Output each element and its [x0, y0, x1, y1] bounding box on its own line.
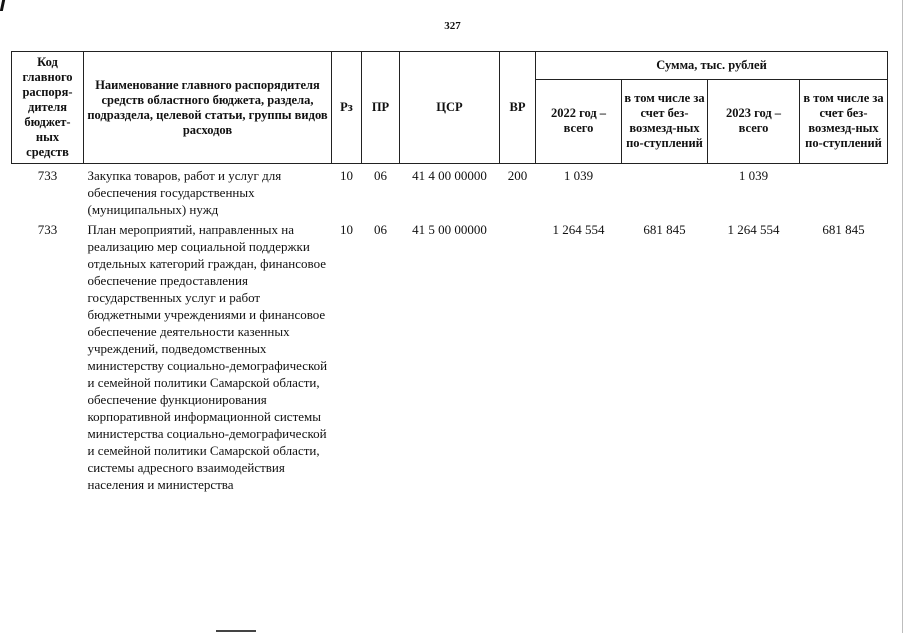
header-rz: Рз	[332, 52, 362, 164]
header-2022-free: в том числе за счет без-возмезд-ных по-ступлений	[622, 79, 708, 163]
scan-corner-mark	[0, 0, 5, 11]
cell-2022-total: 1 264 554	[552, 222, 605, 237]
budget-table	[11, 51, 888, 493]
header-name: Наименование главного распорядителя средств областного бюджета, раздела, подраздела, целевой статьи, группы видов расходов	[84, 52, 332, 164]
cell-code: 733	[37, 168, 58, 183]
cell-csr: 41 4 00 00000	[412, 168, 487, 183]
cell-2022-free: 681 845	[643, 222, 686, 237]
cell-rz: 10	[340, 222, 353, 237]
header-2023-free: в том числе за счет без-возмезд-ных по-ступлений	[800, 79, 888, 163]
header-csr: ЦСР	[400, 52, 500, 164]
cell-csr: 41 5 00 00000	[412, 222, 487, 237]
cell-2023-free	[800, 164, 888, 219]
cell-2022-free	[622, 164, 708, 219]
header-sum-group: Сумма, тыс. рублей	[536, 52, 888, 80]
cell-pr: 06	[374, 222, 387, 237]
header-row-top	[12, 52, 888, 80]
table-row	[12, 218, 888, 493]
header-pr: ПР	[362, 52, 400, 164]
scan-right-edge	[902, 0, 903, 633]
cell-2022-total: 1 039	[563, 168, 594, 183]
scan-bottom-mark	[216, 630, 256, 632]
cell-vr: 200	[507, 168, 528, 183]
cell-rz: 10	[340, 168, 353, 183]
table-body	[12, 164, 888, 494]
header-vr: ВР	[500, 52, 536, 164]
table-row	[12, 164, 888, 219]
cell-2023-free: 681 845	[822, 222, 865, 237]
table-header	[12, 52, 888, 164]
cell-pr: 06	[374, 168, 387, 183]
page-number: 327	[444, 20, 461, 32]
cell-vr	[500, 218, 536, 493]
cell-name: План мероприятий, направленных на реализацию мер социальной поддержки отдельных категорий граждан, финансовое обеспечение предоставления государственных услуг и работ бюджетными учреждениями и финансовое обеспечение деятельности казенных учреждений, подведомственных министерству социально-демографической и семейной политики Самарской области, обеспечение функционирования корпоративной информационной системы министерства социально-демографической и семейной политики Самарской области, системы адресного взаимодействия населения и министерства	[87, 222, 328, 492]
header-2022-total: 2022 год – всего	[536, 79, 622, 163]
cell-2023-total: 1 264 554	[727, 222, 780, 237]
cell-code: 733	[37, 222, 58, 237]
header-code: Код главного распоря-дителя бюджет-ных средств	[12, 52, 84, 164]
cell-name: Закупка товаров, работ и услуг для обеспечения государственных (муниципальных) нужд	[87, 168, 282, 217]
header-2023-total: 2023 год – всего	[708, 79, 800, 163]
cell-2023-total: 1 039	[738, 168, 769, 183]
